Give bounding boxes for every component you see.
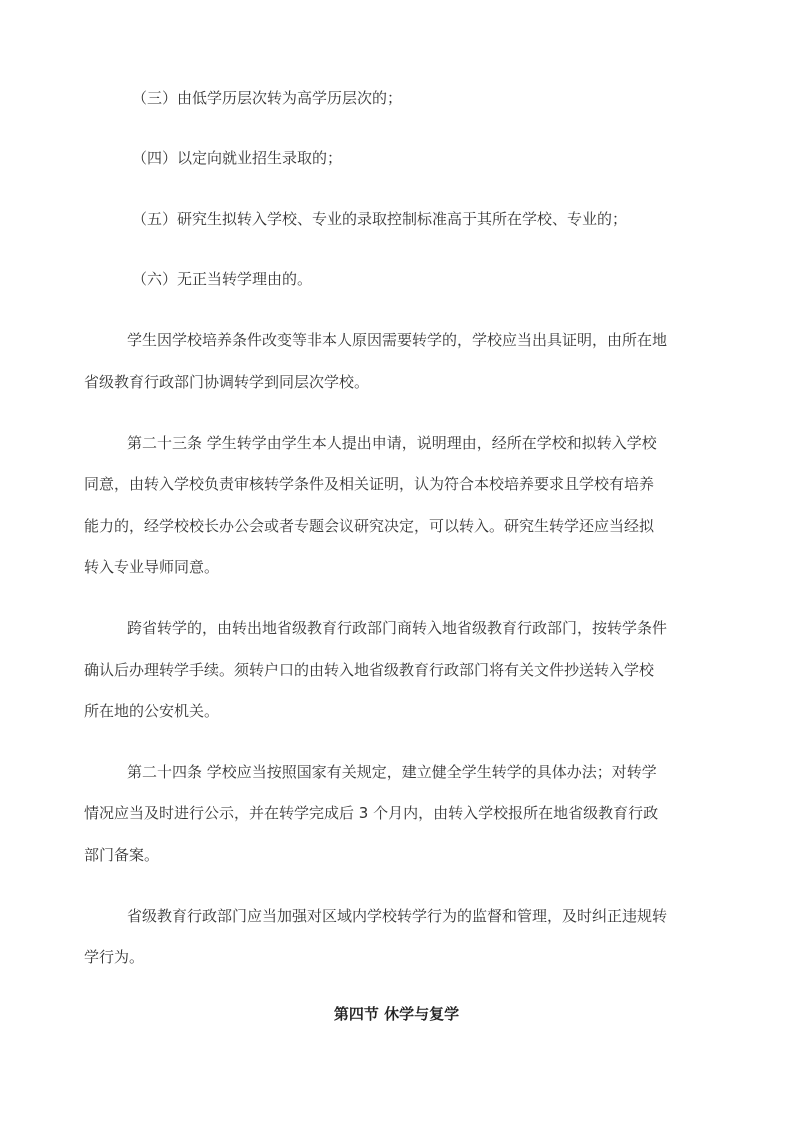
paragraph-line: 学生因学校培养条件改变等非本人原因需要转学的，学校应当出具证明，由所在地 <box>127 331 668 349</box>
list-item: （三）由低学历层次转为高学历层次的； <box>132 89 403 107</box>
paragraph-line: 能力的，经学校校长办公会或者专题会议研究决定，可以转入。研究生转学还应当经拟 <box>84 517 655 535</box>
paragraph-line: 确认后办理转学手续。须转户口的由转入地省级教育行政部门将有关文件抄送转入学校 <box>84 661 655 679</box>
section-heading: 第四节 休学与复学 <box>333 1005 460 1023</box>
paragraph-line: 情况应当及时进行公示，并在转学完成后 3 个月内，由转入学校报所在地省级教育行政 <box>84 804 659 822</box>
paragraph-line: 转入专业导师同意。 <box>84 558 220 576</box>
paragraph-line: 部门备案。 <box>84 846 160 864</box>
paragraph-line: 跨省转学的，由转出地省级教育行政部门商转入地省级教育行政部门，按转学条件 <box>127 619 668 637</box>
paragraph-line: 同意，由转入学校负责审核转学条件及相关证明，认为符合本校培养要求且学校有培养 <box>84 475 655 493</box>
paragraph-line: 第二十四条 学校应当按照国家有关规定，建立健全学生转学的具体办法；对转学 <box>127 763 657 781</box>
paragraph-line: 第二十三条 学生转学由学生本人提出申请，说明理由，经所在学校和拟转入学校 <box>127 434 657 452</box>
list-item: （四）以定向就业招生录取的； <box>132 149 343 167</box>
paragraph-line: 省级教育行政部门协调转学到同层次学校。 <box>84 373 370 391</box>
paragraph-line: 学行为。 <box>84 948 145 966</box>
paragraph-line: 省级教育行政部门应当加强对区域内学校转学行为的监督和管理，及时纠正违规转 <box>127 907 668 925</box>
list-item: （五）研究生拟转入学校、专业的录取控制标准高于其所在学校、专业的； <box>132 210 628 228</box>
paragraph-line: 所在地的公安机关。 <box>84 702 220 720</box>
list-item: （六）无正当转学理由的。 <box>132 270 313 288</box>
